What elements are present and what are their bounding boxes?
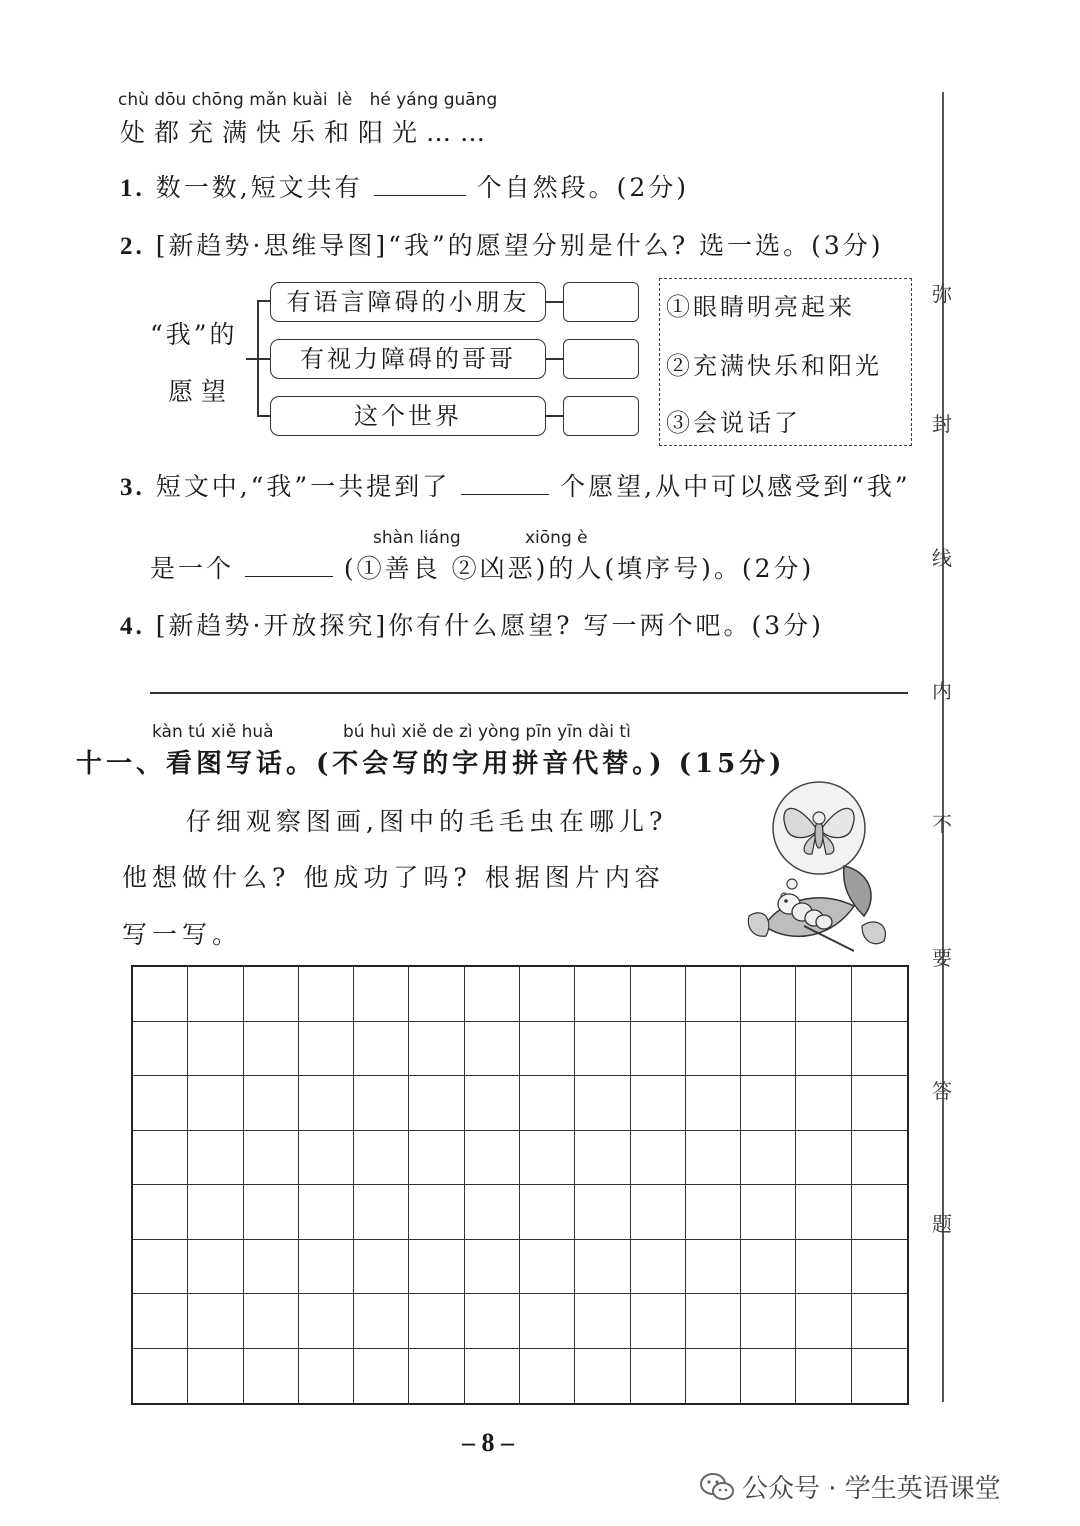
grid-cell[interactable] [188, 1022, 243, 1077]
question-2-text: [新趋势·思维导图]“我”的愿望分别是什么? 选一选。(3分) [155, 231, 884, 260]
grid-cell[interactable] [575, 1349, 630, 1404]
grid-cell[interactable] [686, 1240, 741, 1295]
side-text-3: 线 [932, 546, 952, 570]
passage-pinyin [118, 90, 497, 110]
grid-cell[interactable] [133, 1349, 188, 1404]
side-text-7: 答 [932, 1079, 952, 1103]
mindmap-branch-connector-3 [257, 415, 270, 417]
grid-cell[interactable] [631, 1349, 686, 1404]
answer-box-2[interactable] [563, 339, 639, 379]
grid-cell[interactable] [520, 967, 575, 1022]
grid-cell[interactable] [244, 1240, 299, 1295]
question-1-number: 1. [120, 175, 145, 202]
grid-cell[interactable] [409, 1076, 464, 1131]
grid-cell[interactable] [796, 1076, 851, 1131]
grid-cell[interactable] [796, 1240, 851, 1295]
grid-cell[interactable] [409, 1185, 464, 1240]
section-11-pinyin-note: bú huì xiě de zì yòng pīn yīn dài tì [343, 722, 631, 742]
grid-cell[interactable] [796, 1131, 851, 1186]
grid-cell[interactable] [188, 1294, 243, 1349]
answer-blank-1[interactable] [374, 171, 466, 196]
grid-cell[interactable] [354, 1294, 409, 1349]
grid-cell[interactable] [299, 967, 354, 1022]
question-2 [120, 226, 883, 262]
grid-cell[interactable] [409, 1022, 464, 1077]
grid-cell[interactable] [796, 1022, 851, 1077]
side-text-5: 不 [932, 812, 952, 836]
mindmap-branch-1: 有语言障碍的小朋友 [270, 282, 546, 322]
page-number: – 8 – [462, 1428, 514, 1457]
question-3-text-before: 短文中,“我”一共提到了 [155, 472, 451, 501]
pinyin-kuai: kuài [292, 90, 328, 110]
grid-cell[interactable] [852, 1185, 907, 1240]
grid-cell[interactable] [133, 1240, 188, 1295]
watermark-text: 公众号 · 学生英语课堂 [742, 1474, 1001, 1504]
grid-cell[interactable] [741, 1185, 796, 1240]
grid-cell[interactable] [631, 1131, 686, 1186]
grid-cell[interactable] [852, 1131, 907, 1186]
question-3-line2-after: (①善良 ②凶恶)的人(填序号)。(2分) [343, 554, 815, 583]
grid-cell[interactable] [409, 1349, 464, 1404]
writing-grid[interactable] [131, 965, 909, 1405]
grid-cell[interactable] [686, 1185, 741, 1240]
question-4 [120, 606, 824, 642]
grid-cell[interactable] [299, 1240, 354, 1295]
answer-box-3[interactable] [563, 396, 639, 436]
grid-cell[interactable] [741, 967, 796, 1022]
prompt-line-2: 他想做什么? 他成功了吗? 根据图片内容 [122, 863, 665, 892]
grid-cell[interactable] [741, 1349, 796, 1404]
prompt-line-1: 仔细观察图画,图中的毛毛虫在哪儿? [186, 807, 668, 836]
grid-cell[interactable] [244, 1022, 299, 1077]
pinyin-dou: dōu [154, 90, 187, 110]
pinyin-guang: guāng [443, 90, 498, 110]
grid-cell[interactable] [520, 1022, 575, 1077]
grid-cell[interactable] [631, 1294, 686, 1349]
grid-cell[interactable] [188, 1240, 243, 1295]
grid-cell[interactable] [244, 1294, 299, 1349]
section-11-title: 十一、看图写话。(不会写的字用拼音代替。) [76, 749, 666, 779]
grid-cell[interactable] [741, 1131, 796, 1186]
grid-cell[interactable] [354, 1076, 409, 1131]
grid-cell[interactable] [852, 1076, 907, 1131]
grid-cell[interactable] [741, 1294, 796, 1349]
answer-blank-3b[interactable] [245, 552, 333, 577]
grid-cell[interactable] [796, 1294, 851, 1349]
grid-cell[interactable] [244, 1131, 299, 1186]
grid-cell[interactable] [852, 1240, 907, 1295]
grid-cell[interactable] [133, 1131, 188, 1186]
option-2: ②充满快乐和阳光 [666, 352, 882, 380]
grid-cell[interactable] [465, 1349, 520, 1404]
section-11-score: (15分) [678, 749, 786, 779]
grid-cell[interactable] [465, 1131, 520, 1186]
question-2-number: 2. [120, 233, 145, 260]
option-1: ①眼睛明亮起来 [666, 293, 855, 321]
grid-cell[interactable] [133, 1185, 188, 1240]
wechat-icon [700, 1473, 734, 1501]
pinyin-xionge: xiōng è [525, 528, 588, 548]
passage-text: 处都充满快乐和阳光…… [120, 118, 495, 147]
side-text-6: 要 [932, 946, 952, 970]
pinyin-man: mǎn [249, 90, 287, 110]
options-box [659, 278, 912, 446]
question-4-number: 4. [120, 613, 145, 640]
question-4-text: [新趋势·开放探究]你有什么愿望? 写一两个吧。(3分) [155, 611, 824, 640]
pinyin-le: lè [337, 90, 353, 110]
grid-cell[interactable] [299, 1131, 354, 1186]
grid-cell[interactable] [188, 1131, 243, 1186]
grid-cell[interactable] [741, 1240, 796, 1295]
grid-cell[interactable] [686, 1076, 741, 1131]
side-text-1: 弥 [932, 282, 952, 306]
grid-cell[interactable] [188, 967, 243, 1022]
grid-cell[interactable] [299, 1076, 354, 1131]
side-text-2: 封 [932, 412, 952, 436]
grid-cell[interactable] [409, 967, 464, 1022]
pinyin-chu: chù [118, 90, 149, 110]
grid-cell[interactable] [354, 1022, 409, 1077]
grid-cell[interactable] [520, 1131, 575, 1186]
question-1-text-before: 数一数,短文共有 [155, 173, 363, 202]
answer-connector-3 [546, 415, 563, 417]
grid-cell[interactable] [686, 1294, 741, 1349]
grid-cell[interactable] [354, 1131, 409, 1186]
pinyin-chong: chōng [191, 90, 244, 110]
question-1 [120, 168, 689, 204]
grid-cell[interactable] [520, 1185, 575, 1240]
grid-cell[interactable] [796, 967, 851, 1022]
grid-cell[interactable] [852, 1349, 907, 1404]
grid-cell[interactable] [520, 1294, 575, 1349]
pinyin-shanliang: shàn liáng [373, 528, 461, 548]
answer-blank-3a[interactable] [461, 470, 549, 495]
section-11-heading [76, 743, 785, 780]
grid-cell[interactable] [796, 1185, 851, 1240]
grid-cell[interactable] [852, 1022, 907, 1077]
grid-cell[interactable] [354, 967, 409, 1022]
grid-cell[interactable] [409, 1294, 464, 1349]
grid-cell[interactable] [188, 1349, 243, 1404]
grid-cell[interactable] [520, 1076, 575, 1131]
mindmap-branch-connector-2 [257, 358, 270, 360]
grid-cell[interactable] [575, 967, 630, 1022]
question-3-number: 3. [120, 474, 145, 501]
grid-cell[interactable] [133, 1076, 188, 1131]
grid-cell[interactable] [244, 1349, 299, 1404]
grid-cell[interactable] [575, 1294, 630, 1349]
option-3: ③会说话了 [666, 409, 801, 437]
grid-cell[interactable] [465, 1185, 520, 1240]
grid-cell[interactable] [244, 1185, 299, 1240]
grid-cell[interactable] [520, 1349, 575, 1404]
grid-cell[interactable] [520, 1240, 575, 1295]
side-text-4: 内 [932, 679, 952, 703]
question-1-text-after: 个自然段。(2分) [476, 173, 689, 202]
grid-cell[interactable] [631, 1076, 686, 1131]
grid-cell[interactable] [686, 1022, 741, 1077]
grid-cell[interactable] [465, 967, 520, 1022]
mindmap-root-line1: “我”的 [150, 320, 238, 349]
grid-cell[interactable] [188, 1076, 243, 1131]
grid-cell[interactable] [299, 1185, 354, 1240]
grid-cell[interactable] [409, 1240, 464, 1295]
grid-cell[interactable] [465, 1294, 520, 1349]
grid-cell[interactable] [133, 1022, 188, 1077]
prompt-line-3: 写一写。 [122, 920, 243, 949]
grid-cell[interactable] [299, 1294, 354, 1349]
grid-cell[interactable] [852, 1294, 907, 1349]
question-3-text-after: 个愿望,从中可以感受到“我” [560, 472, 911, 501]
grid-cell[interactable] [244, 967, 299, 1022]
answer-connector-2 [546, 358, 563, 360]
grid-cell[interactable] [741, 1076, 796, 1131]
grid-cell[interactable] [465, 1076, 520, 1131]
pinyin-he: hé [369, 90, 391, 110]
leaf-icon [748, 866, 885, 951]
grid-cell[interactable] [852, 967, 907, 1022]
grid-cell[interactable] [796, 1349, 851, 1404]
answer-line-4[interactable] [150, 692, 908, 694]
grid-cell[interactable] [686, 967, 741, 1022]
section-11-pinyin-title: kàn tú xiě huà [152, 722, 274, 742]
grid-cell[interactable] [409, 1131, 464, 1186]
mindmap-branch-connector-1 [257, 300, 270, 302]
mindmap-branch-2: 有视力障碍的哥哥 [270, 339, 546, 379]
mindmap-branch-3: 这个世界 [270, 396, 546, 436]
caterpillar-butterfly-illustration [744, 776, 894, 956]
answer-connector-1 [546, 301, 563, 303]
grid-cell[interactable] [244, 1076, 299, 1131]
question-3-line2-before: 是一个 [150, 554, 235, 583]
grid-cell[interactable] [575, 1240, 630, 1295]
grid-cell[interactable] [133, 1294, 188, 1349]
grid-cell[interactable] [631, 1240, 686, 1295]
watermark [700, 1468, 1001, 1505]
grid-cell[interactable] [299, 1349, 354, 1404]
answer-box-1[interactable] [563, 282, 639, 322]
question-3-line2 [150, 549, 814, 585]
grid-cell[interactable] [465, 1022, 520, 1077]
grid-cell[interactable] [299, 1022, 354, 1077]
grid-cell[interactable] [631, 967, 686, 1022]
grid-cell[interactable] [631, 1022, 686, 1077]
grid-cell[interactable] [465, 1240, 520, 1295]
grid-cell[interactable] [741, 1022, 796, 1077]
grid-cell[interactable] [686, 1349, 741, 1404]
grid-cell[interactable] [631, 1185, 686, 1240]
grid-cell[interactable] [188, 1185, 243, 1240]
mindmap-root-line2: 愿望 [168, 377, 235, 406]
question-3-line1 [120, 467, 911, 503]
grid-cell[interactable] [575, 1185, 630, 1240]
side-text-8: 题 [932, 1212, 952, 1236]
grid-cell[interactable] [354, 1240, 409, 1295]
grid-cell[interactable] [575, 1022, 630, 1077]
grid-cell[interactable] [133, 967, 188, 1022]
grid-cell[interactable] [575, 1131, 630, 1186]
pinyin-yang: yáng [396, 90, 439, 110]
grid-cell[interactable] [575, 1076, 630, 1131]
grid-cell[interactable] [354, 1349, 409, 1404]
grid-cell[interactable] [686, 1131, 741, 1186]
grid-cell[interactable] [354, 1185, 409, 1240]
